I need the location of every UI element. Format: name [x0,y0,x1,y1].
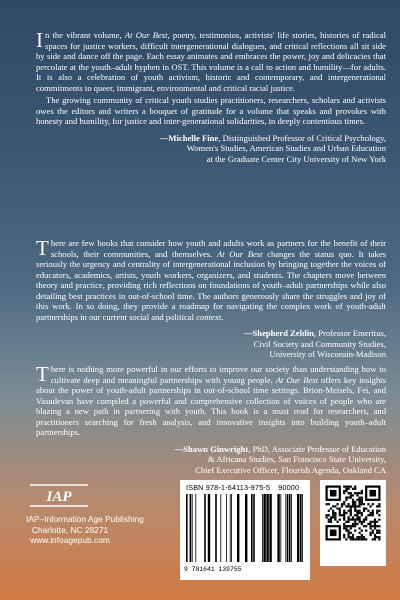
blurb-shawn-ginwright [36,364,386,475]
book-title: At Our Best [275,374,319,385]
attribution: —Shepherd Zeldin, Professor Emeritus, Civil Society and Community Studies, University of Wisconsin-Madison [243,328,386,359]
book-title: At Our Best [216,248,263,259]
qr-code [320,480,386,566]
blurb-paragraph: The growing community of critical youth studies practitioners, researchers, scholars and activists owes the editors and writers a bouquet of gratitude for a volume that speaks and provokes with honesty and humility, for justice and inter-generational solidarities, in deeply contentious times. [36,95,386,126]
drop-cap: I [36,28,43,52]
attribution: —Michelle Fine, Distinguished Professor of Critical Psychology, Women's Studies, American Studies and Urban Education at the Graduate Center City University of New York [159,132,386,164]
isbn-label: ISBN 978-1-64113-975-5 90000 [186,483,300,492]
iap-logo [28,480,90,510]
drop-cap: T [36,362,49,386]
publisher-info [26,514,144,546]
qr-code-pattern [320,480,386,566]
book-title: At Our Best [124,30,168,40]
publisher-website: www.infoagepub.com [30,535,110,545]
attribution-name: —Shepherd Zeldin [243,328,314,338]
blurb-michelle-fine [36,30,386,164]
blurb-paragraph: There is nothing more powerful in our efforts to improve our society than understanding how to cultivate deep and meaningful partnerships with young people. At Our Best offers key insights about the power of youth-adult partnerships in out-of-school time settings. Brion-Meisels, Fei, and Vasudevan have compiled a powerful and comprehensive collection of voices of people who are blazing a new path in partnering with youth. This book is a must read for researchers, and practitioners searching for fresh analysis, and innovative insights into building youth–adult partnerships. [36,362,387,437]
blurb-paragraph: In the vibrant volume, At Our Best, poetry, testimonios, activists' life stories, histories of radical spaces for justice workers, difficult intergenerational dialogues, and critical reflections all sit side by side and dance off the page. Each essay animates and embraces the power, joy and delicacies that percolate at the youth–adult hyphen in OST. This volume is a call to action and humility—for adults. It is also a celebration of youth activism, historic and contemporary, and intergenerational commitments to queer, immigrant, environmental and critical racial justice. [36,28,386,93]
publisher-city: Charlotte, NC 28271 [31,524,109,535]
attribution-name: —Shawn Ginwright [174,443,249,454]
attribution: —Shawn Ginwright, PhD, Associate Professor of Education & Africana Studies, San Francisco State University, Chief Executive Officer, Flourish Agenda, Oakland CA [174,443,386,475]
blurb-shepherd-zeldin [36,238,386,360]
drop-cap: T [36,236,49,260]
iap-logo-text: IAP [46,489,72,505]
blurb-paragraph: There are few books that consider how youth and adults work as partners for the benefit of their schools, their communities, and themselves. At Our Best changes the status quo. It takes seriously the urgency and centrality of intergenerational inclusion by bringing together the voices of educators, academics, artists, youth workers, organizers, and students. The chapters move between theory and practice, providing rich reflections on foundations of youth–adult partnerships while also detailing best practices in out-of-school time. The authors generously share the struggles and joy of this work. In so doing, they provide a roadmap for navigating the complex work of youth-adult partnerships in our current social and political context. [36,236,386,322]
attribution-name: —Michelle Fine [159,132,219,143]
barcode-bars [186,494,304,562]
isbn-barcode [180,480,310,580]
publisher-name: IAP–Information Age Publishing [26,514,144,524]
footer [14,480,386,592]
barcode-digits: 9 781641 139755 [184,566,242,573]
price-code: 90000 [278,483,300,492]
